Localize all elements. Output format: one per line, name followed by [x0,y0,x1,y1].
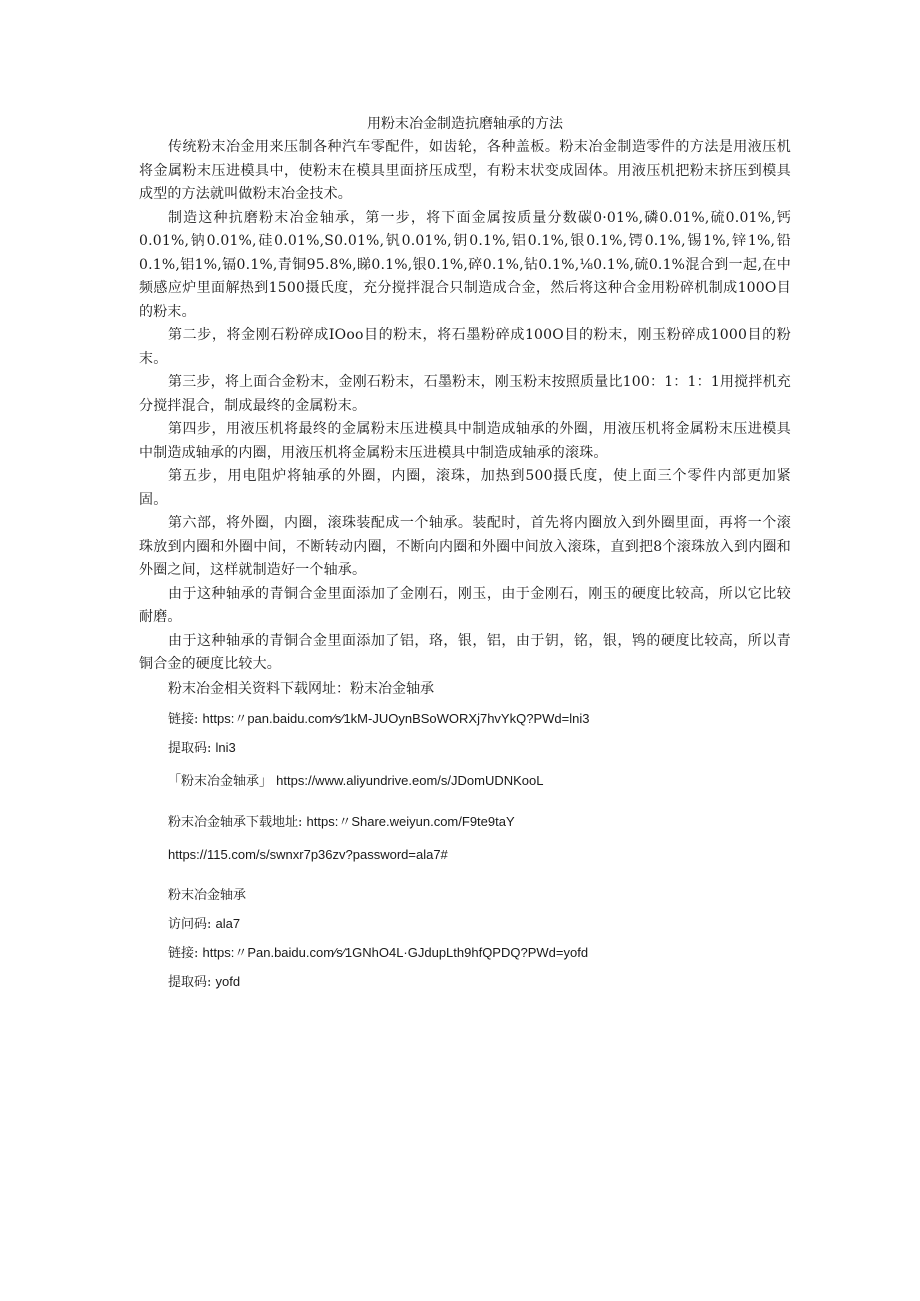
weiyun-link[interactable]: https:〃Share.weiyun.com/F9te9taY [306,813,515,829]
extraction-code-line-1 [139,738,791,759]
link-115[interactable]: https://115.com/s/swnxr7p36zv?password=ala7# [168,846,448,862]
link-115-line [139,845,791,866]
extraction-code-2: yofd [215,973,241,989]
access-code-line [139,914,791,935]
baidu-link-line-1 [139,709,791,730]
document-title: 用粉末冶金制造抗磨轴承的方法 [367,116,563,132]
paragraph-intro: 传统粉末冶金用来压制各种汽车零配件，如齿轮，各种盖板。粉末冶金制造零件的方法是用液压机将金属粉末压进模具中，使粉末在模具里面挤压成型，有粉末状变成固体。用液压机把粉末挤压到模具成型的方法就叫做粉末冶金技术。 [139,139,791,202]
link-label: 链接: [168,945,199,961]
baidu-link-1[interactable]: https:〃pan.baidu.com∕s∕1kM-JUOynBSoWORXj7hvYkQ?PWd=lni3 [202,710,590,726]
baidu-link-2[interactable]: https:〃Pan.baidu.com∕s∕1GNhO4L·GJdupLth9hfQPDQ?PWd=yofd [202,944,589,960]
code-label: 提取码: [168,974,212,990]
paragraph-step-5: 第五步，用电阻炉将轴承的外圈，内圈，滚珠，加热到500摄氏度，使上面三个零件内部更加紧固。 [139,468,791,508]
paragraph-step-4: 第四步，用液压机将最终的金属粉末压进模具中制造成轴承的外圈，用液压机将金属粉末压进模具中制造成轴承的内圈，用液压机将金属粉末压进模具中制造成轴承的滚珠。 [139,421,791,461]
link-label: 链接: [168,711,199,727]
section-title-2: 粉末冶金轴承 [168,887,247,903]
paragraph-wear-resistance: 由于这种轴承的青铜合金里面添加了金刚石，刚玉，由于金刚石，刚玉的硬度比较高，所以它比较耐磨。 [139,585,791,625]
paragraph-step-3: 第三步，将上面合金粉末，金刚石粉末，石墨粉末，刚玉粉末按照质量比100：1：1：1用搅拌机充分搅拌混合，制成最终的金属粉末。 [139,374,791,414]
weiyun-link-line [139,812,791,833]
paragraph-step-1: 制造这种抗磨粉末冶金轴承，第一步，将下面金属按质量分数碳0·01%,磷0.01%,硫0.01%,钙0.01%,钠0.01%,硅0.01%,S0.01%,钒0.01%,钥0.1%,铝0.1%,银0.1%,锷0.1%,锡1%,锌1%,铅0.1%,铝1%,镉0.1%,青铜95.8%,睇0.1%,银0.1%,碎0.1%,钻0.1%,⅛0.1%,硫0.1%混合到一起,在中频感应炉里面解热到1500摄氏度，充分搅拌混合只制造成合金，然后将这种合金用粉碎机制成100O目的粉末。 [139,209,791,320]
paragraph-step-6: 第六部，将外圈，内圈，滚珠装配成一个轴承。装配时，首先将内圈放入到外圈里面，再将一个滚珠放到内圈和外圈中间，不断转动内圈，不断向内圈和外圈中间放入滚珠，直到把8个滚珠放入到内圈和外圈之间，这样就制造好一个轴承。 [139,515,791,578]
weiyun-label: 粉末冶金轴承下载地址: [168,814,303,830]
access-code: ala7 [215,915,241,931]
extraction-code-1: lni3 [215,739,236,755]
aliyun-link-line [139,771,791,792]
code-label: 提取码: [168,740,212,756]
document-page [139,112,791,993]
paragraph-hardness: 由于这种轴承的青铜合金里面添加了铝，珞，银，铝，由于钥，铭，银，鸨的硬度比较高，所以青铜合金的硬度比较大。 [139,632,791,672]
aliyun-label: 「粉末冶金轴承」 [168,773,273,789]
baidu-link-line-2 [139,943,791,964]
access-label: 访问码: [168,916,212,932]
extraction-code-line-2 [139,972,791,993]
paragraph-step-2: 第二步，将金刚石粉碎成IOoo目的粉末，将石墨粉碎成100O目的粉末，刚玉粉碎成1000目的粉末。 [139,327,791,367]
downloads-header: 粉末冶金相关资料下载网址：粉末冶金轴承 [168,680,434,697]
aliyun-link[interactable]: https://www.aliyundrive.eom/s/JDomUDNKooL [276,772,544,788]
